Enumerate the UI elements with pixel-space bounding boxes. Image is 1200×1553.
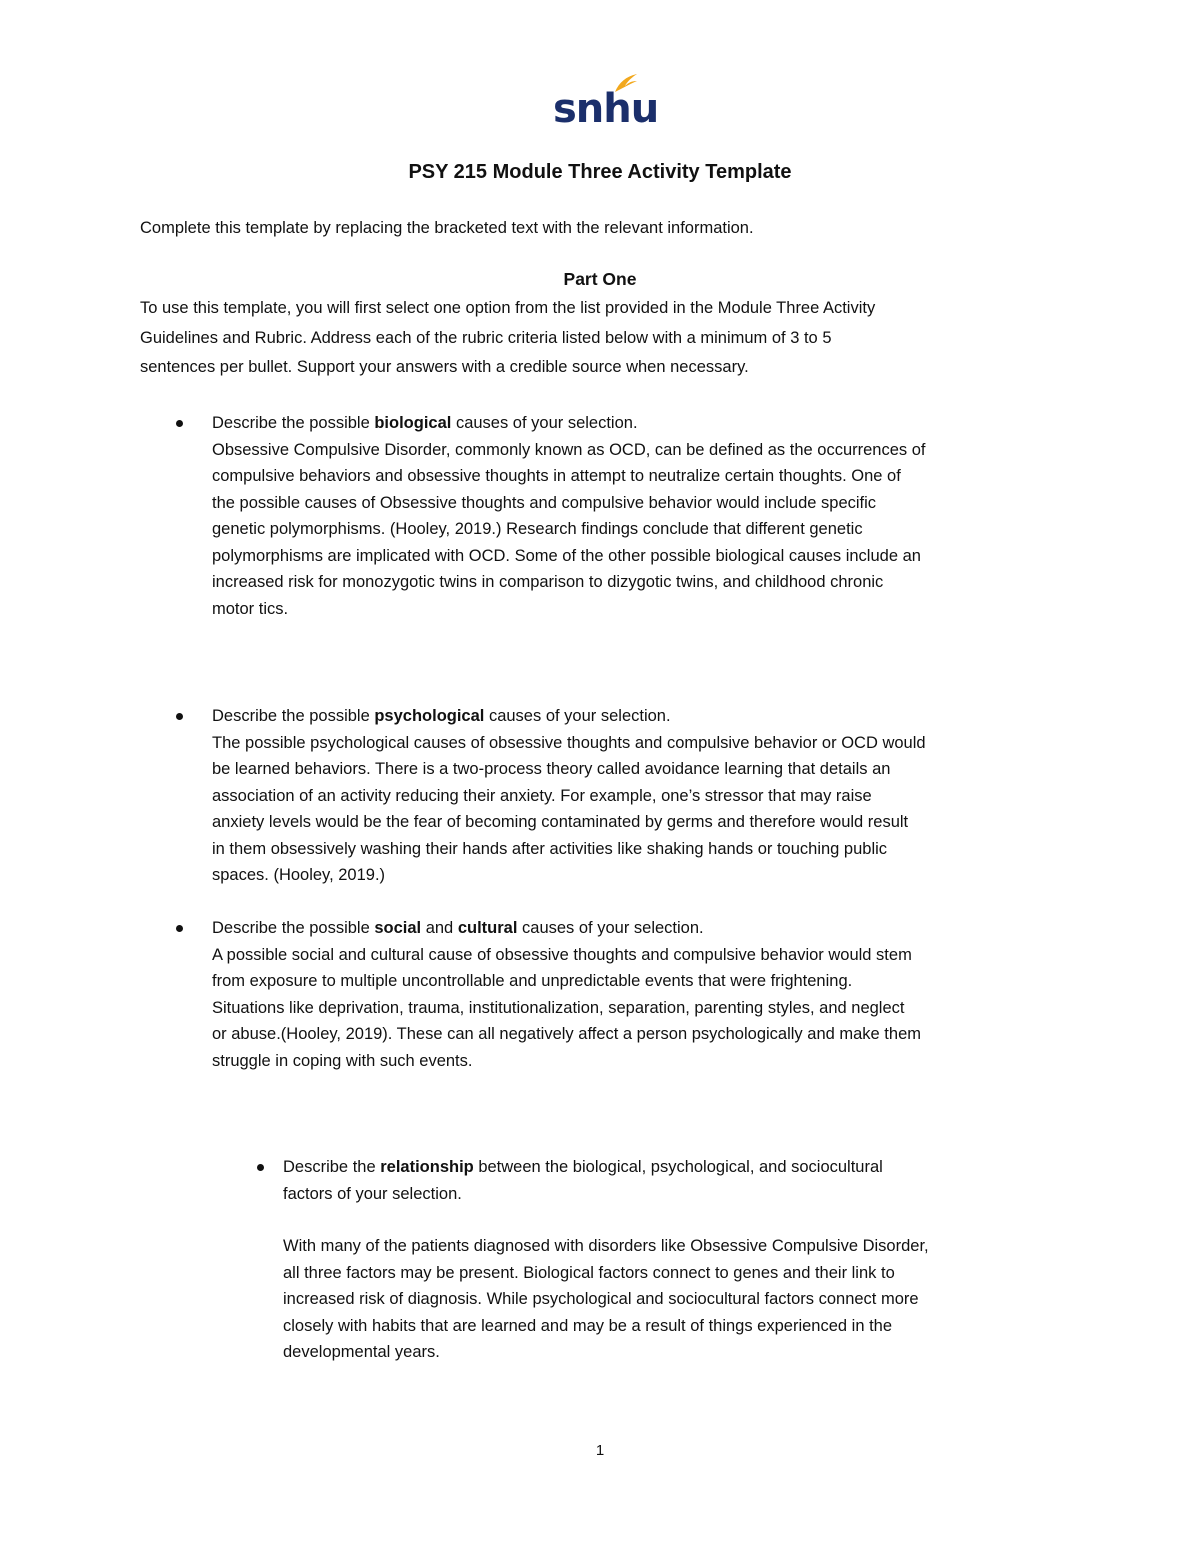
answer-line: all three factors may be present. Biological factors connect to genes and their link to	[283, 1263, 895, 1282]
prompt-keyword: biological	[374, 414, 452, 432]
answer-line: struggle in coping with such events.	[212, 1051, 473, 1070]
bullet-biological	[212, 410, 926, 622]
template-instructions: Complete this template by replacing the bracketed text with the relevant information.	[140, 219, 754, 237]
bullet-social-cultural	[212, 915, 921, 1074]
answer-line: be learned behaviors. There is a two-process theory called avoidance learning that details an	[212, 760, 891, 778]
flame-leaf-icon	[613, 72, 639, 94]
answer-line: closely with habits that are learned and may be a result of things experienced in the	[283, 1316, 893, 1335]
answer-line: Obsessive Compulsive Disorder, commonly known as OCD, can be defined as the occurrences of	[212, 440, 926, 459]
answer-line: spaces. (Hooley, 2019.)	[212, 866, 386, 884]
document-title: PSY 215 Module Three Activity Template	[408, 161, 792, 183]
answer-line: from exposure to multiple uncontrollable and unpredictable events that were frightening.	[212, 972, 853, 990]
answer-line: increased risk for monozygotic twins in comparison to dizygotic twins, and childhood chronic	[212, 573, 884, 591]
answer-line: With many of the patients diagnosed with disorders like Obsessive Compulsive Disorder,	[283, 1237, 929, 1255]
bullet-dot-icon	[176, 713, 183, 720]
answer-line: polymorphisms are implicated with OCD. Some of the other possible biological causes include an	[212, 546, 921, 565]
answer-line: or abuse.(Hooley, 2019). These can all negatively affect a person psychologically and make them	[212, 1025, 921, 1043]
prompt-keyword: relationship	[380, 1158, 474, 1176]
answer-line: The possible psychological causes of obsessive thoughts and compulsive behavior or OCD would	[212, 733, 926, 752]
bullet-prompt: Describe the possible psychological causes of your selection.	[212, 707, 671, 725]
part-intro	[140, 294, 1070, 383]
answer-line: compulsive behaviors and obsessive thoughts in attempt to neutralize certain thoughts. One of	[212, 467, 901, 485]
bullet-prompt: Describe the relationship between the biological, psychological, and sociocultural	[283, 1158, 883, 1176]
bullet-prompt-continued: factors of your selection.	[283, 1184, 462, 1203]
bullet-dot-icon	[257, 1164, 264, 1171]
bullet-prompt: Describe the possible social and cultural causes of your selection.	[212, 919, 704, 937]
answer-line: Situations like deprivation, trauma, institutionalization, separation, parenting styles, and neglect	[212, 998, 905, 1017]
part-intro-line: sentences per bullet. Support your answers with a credible source when necessary.	[140, 358, 749, 376]
answer-line: genetic polymorphisms. (Hooley, 2019.) Research findings conclude that different genetic	[212, 520, 863, 538]
snhu-logo	[553, 72, 659, 134]
bullet-dot-icon	[176, 420, 183, 427]
bullet-psychological	[212, 703, 926, 889]
part-intro-line: Guidelines and Rubric. Address each of the rubric criteria listed below with a minimum of 3 to 5	[140, 328, 832, 347]
bullet-prompt: Describe the possible biological causes of your selection.	[212, 414, 638, 432]
page-number: 1	[595, 1442, 605, 1459]
answer-line: the possible causes of Obsessive thoughts and compulsive behavior would include specific	[212, 493, 877, 512]
bullet-relationship	[283, 1154, 929, 1366]
part-heading: Part One	[563, 269, 637, 289]
answer-line: developmental years.	[283, 1343, 440, 1361]
prompt-keyword: social	[374, 919, 422, 937]
answer-line: A possible social and cultural cause of obsessive thoughts and compulsive behavior would stem	[212, 945, 912, 964]
prompt-keyword: psychological	[374, 707, 485, 725]
answer-line: motor tics.	[212, 599, 289, 618]
answer-line: anxiety levels would be the fear of becoming contaminated by germs and therefore would result	[212, 813, 909, 831]
logo-wordmark: snhu	[553, 86, 659, 132]
answer-line: association of an activity reducing their anxiety. For example, one’s stressor that may raise	[212, 786, 872, 805]
answer-line: in them obsessively washing their hands after activities like shaking hands or touching public	[212, 839, 888, 858]
answer-line: increased risk of diagnosis. While psychological and sociocultural factors connect more	[283, 1290, 919, 1308]
bullet-dot-icon	[176, 925, 183, 932]
prompt-keyword: cultural	[457, 919, 518, 937]
part-intro-line: To use this template, you will first select one option from the list provided in the Module Three Activity	[140, 299, 876, 317]
